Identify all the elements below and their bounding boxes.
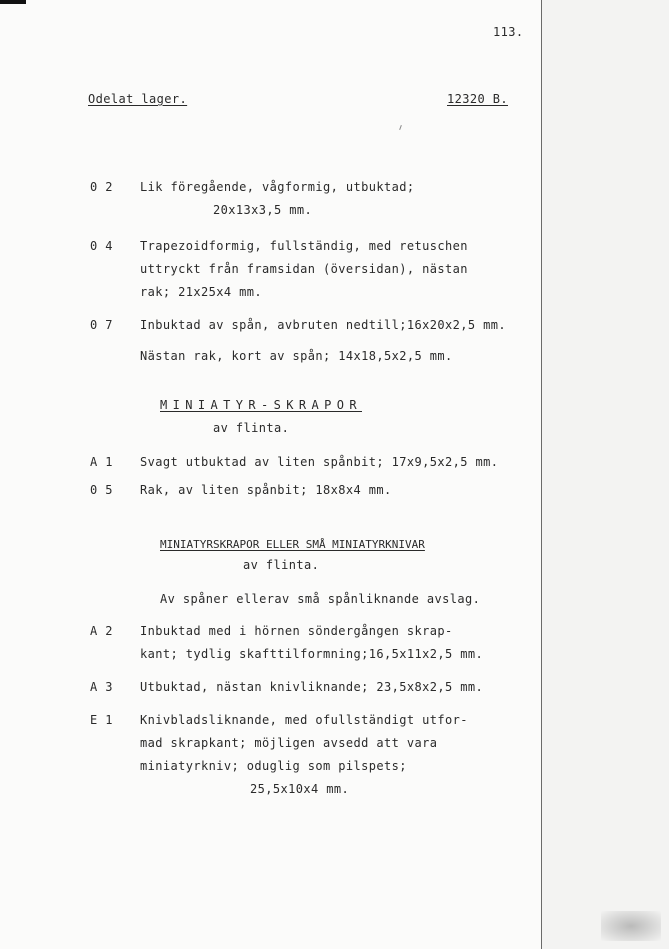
entry-text-line: Inbuktad av spån, avbruten nedtill;16x20x2,5 mm.: [140, 318, 506, 332]
entry-text-line: rak; 21x25x4 mm.: [140, 285, 262, 299]
entry-text-line: Utbuktad, nästan knivliknande; 23,5x8x2,5 mm.: [140, 680, 484, 694]
entry-text-line: kant; tydlig skafttilformning;16,5x11x2,5 mm.: [140, 647, 484, 661]
entry-code: 0 5: [90, 483, 113, 497]
scan-corner-mark: [0, 0, 26, 4]
page-edge-line: [541, 0, 542, 949]
section-subheading: av flinta.: [213, 421, 290, 435]
entry-code: E 1: [90, 713, 113, 727]
entry-code: 0 7: [90, 318, 113, 332]
scan-smudge: [601, 911, 661, 941]
entry-text-line: Lik föregående, vågformig, utbuktad;: [140, 180, 415, 194]
page-number: 113.: [493, 25, 524, 39]
entry-text-line: Nästan rak, kort av spån; 14x18,5x2,5 mm.: [140, 349, 453, 363]
stray-mark: [399, 125, 402, 130]
left-title: Odelat lager.: [88, 92, 188, 106]
catalogue-reference: 12320 B.: [447, 92, 508, 106]
entry-text-line: Svagt utbuktad av liten spånbit; 17x9,5x2,5 mm.: [140, 455, 499, 469]
entry-text-line: Knivbladsliknande, med ofullständigt utfor-: [140, 713, 468, 727]
section-intro: Av spåner ellerav små spånliknande avslag.: [160, 592, 481, 606]
entry-text-line: Inbuktad med i hörnen söndergången skrap-: [140, 624, 453, 638]
entry-code: A 1: [90, 455, 113, 469]
entry-code: 0 2: [90, 180, 113, 194]
entry-text-line: Trapezoidformig, fullständig, med retuschen: [140, 239, 468, 253]
entry-code: 0 4: [90, 239, 113, 253]
entry-text-line: uttryckt från framsidan (översidan), nästan: [140, 262, 468, 276]
entry-text-line: Rak, av liten spånbit; 18x8x4 mm.: [140, 483, 392, 497]
entry-text-line: 25,5x10x4 mm.: [250, 782, 350, 796]
entry-code: A 2: [90, 624, 113, 638]
section-heading: MINIATYRSKRAPOR ELLER SMÅ MINIATYRKNIVAR: [160, 538, 425, 551]
section-subheading: av flinta.: [243, 558, 320, 572]
section-heading: MINIATYR-SKRAPOR: [160, 398, 362, 412]
entry-code: A 3: [90, 680, 113, 694]
entry-text-line: 20x13x3,5 mm.: [213, 203, 313, 217]
entry-text-line: mad skrapkant; möjligen avsedd att vara: [140, 736, 438, 750]
entry-text-line: miniatyrkniv; oduglig som pilspets;: [140, 759, 407, 773]
page-margin-strip: [542, 0, 669, 949]
